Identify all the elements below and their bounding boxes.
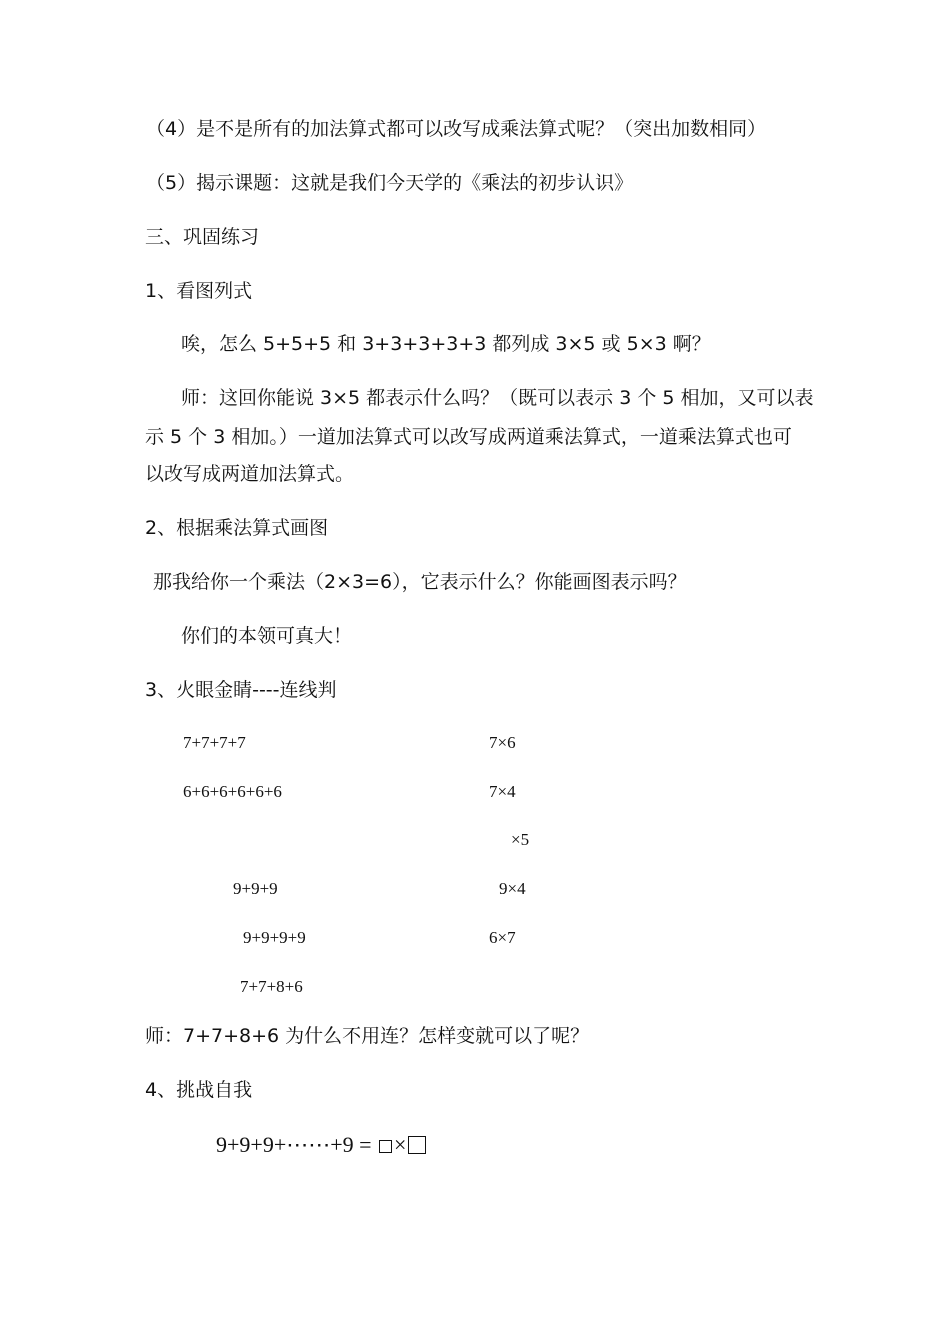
- matching-left-item: 6+6+6+6+6+6: [183, 782, 282, 801]
- blank-box-large: [408, 1136, 426, 1154]
- exercise-heading-1: 1、看图列式: [145, 280, 253, 302]
- paragraph-teacher-explain-1: 师：这回你能说 3×5 都表示什么吗？（既可以表示 3 个 5 相加，又可以表: [181, 387, 814, 409]
- paragraph-teacher-explain-2: 示 5 个 3 相加。）一道加法算式可以改写成两道乘法算式，一道乘法算式也可: [145, 426, 792, 448]
- exercise-heading-3: 3、火眼金睛----连线判: [145, 679, 337, 701]
- paragraph-praise: 你们的本领可真大！: [181, 625, 353, 647]
- section-heading-practice: 三、巩固练习: [145, 226, 260, 248]
- challenge-left-expression: 9+9+9+⋯⋯+9 =: [216, 1132, 372, 1157]
- challenge-equation: [216, 1133, 426, 1157]
- paragraph-question-5: （5）揭示课题：这就是我们今天学的《乘法的初步认识》: [146, 172, 634, 194]
- paragraph-question-4: （4）是不是所有的加法算式都可以改写成乘法算式呢？（突出加数相同）: [146, 118, 767, 140]
- paragraph-why-same-expression: 唉，怎么 5+5+5 和 3+3+3+3+3 都列成 3×5 或 5×3 啊？: [181, 333, 711, 355]
- matching-right-item: 9×4: [499, 879, 526, 898]
- paragraph-draw-multiplication: 那我给你一个乘法（2×3=6），它表示什么？你能画图表示吗？: [153, 571, 687, 593]
- paragraph-teacher-question: 师：7+7+8+6 为什么不用连？怎样变就可以了呢？: [145, 1025, 590, 1047]
- exercise-heading-4: 4、挑战自我: [145, 1079, 253, 1101]
- paragraph-teacher-explain-3: 以改写成两道加法算式。: [145, 463, 355, 485]
- matching-left-item: 9+9+9+9: [243, 928, 306, 947]
- matching-right-item: ×5: [511, 830, 530, 849]
- matching-left-item: 9+9+9: [233, 879, 278, 898]
- exercise-heading-2: 2、根据乘法算式画图: [145, 517, 329, 539]
- times-sign: ×: [394, 1132, 407, 1157]
- matching-right-item: 6×7: [489, 928, 516, 947]
- matching-left-item: 7+7+8+6: [240, 977, 303, 996]
- matching-right-item: 7×6: [489, 733, 516, 752]
- matching-left-item: 7+7+7+7: [183, 733, 246, 752]
- blank-box-small: [379, 1140, 392, 1153]
- matching-right-item: 7×4: [489, 782, 516, 801]
